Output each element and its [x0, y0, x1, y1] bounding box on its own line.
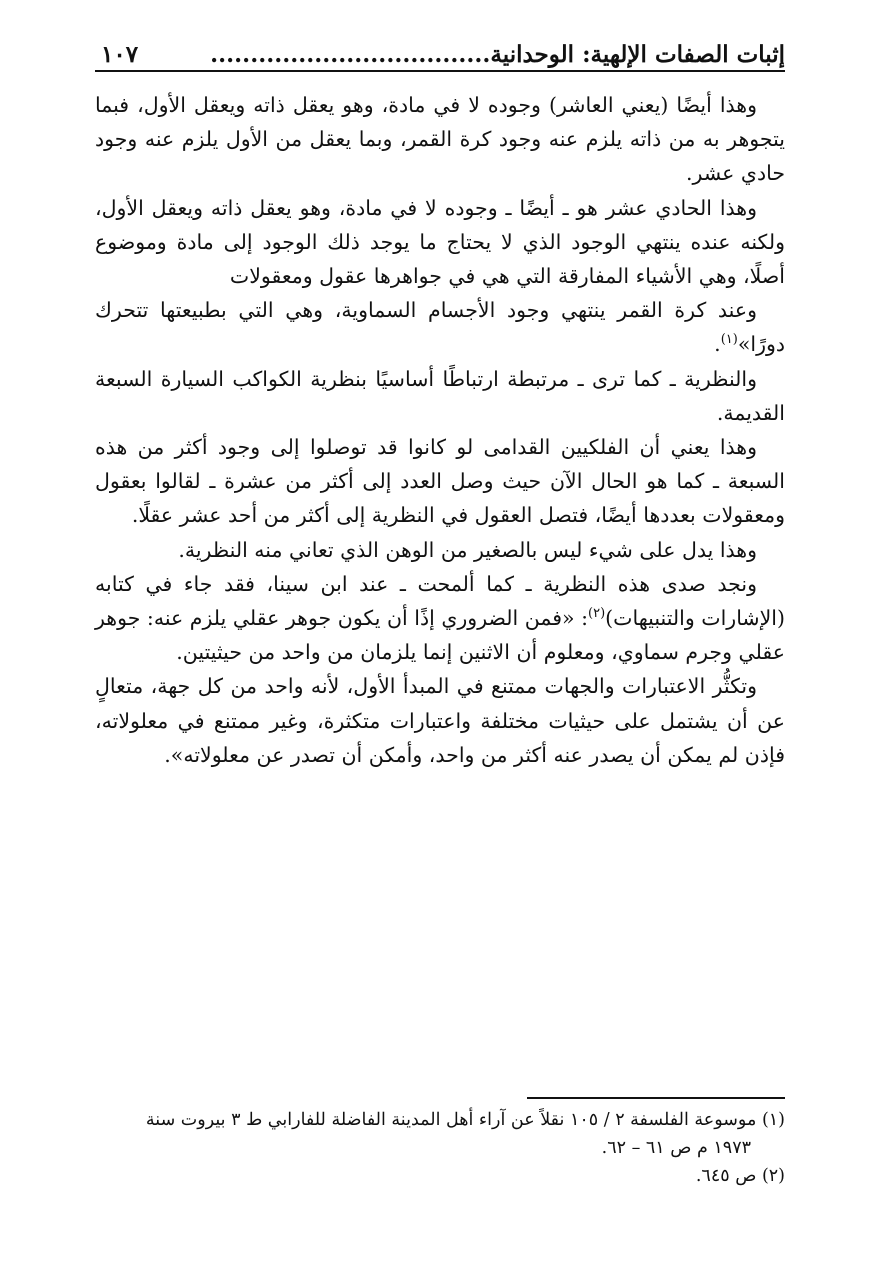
header-rule	[95, 70, 785, 72]
header-title	[138, 41, 785, 68]
footnote-2-text: ص ٦٤٥.	[695, 1166, 757, 1186]
footnote-ref-1[interactable]: (١)	[720, 332, 738, 348]
paragraph-7-text: ونجد صدى هذه النظرية ـ كما ألمحت ـ عند ابن سينا، فقد جاء في كتابه (الإشارات والتنبيهات)	[95, 571, 785, 631]
footnote-1-text: موسوعة الفلسفة ٢ / ١٠٥ نقلاً عن آراء أهل المدينة الفاضلة للفارابي ط ٣ بيروت سنة	[145, 1110, 757, 1130]
book-page	[95, 0, 785, 1261]
paragraph-8: وتكثُّر الاعتبارات والجهات ممتنع في المبدأ الأول، لأنه واحد من كل جهة، متعالٍ عن أن يشتمل على حيثيات مختلفة واعتبارات متكثرة، وغير ممتنع في معلولاته، فإذن لم يمكن أن يصدر عنه أكثر من واحد، وأمكن أن تصدر عن معلولاته».	[95, 674, 785, 767]
footnote-1-continuation: ١٩٧٣ م ص ٦١ – ٦٢.	[601, 1138, 751, 1158]
footnote-rule	[527, 1097, 785, 1099]
footnotes	[95, 1106, 785, 1190]
paragraph-7-quote: : «فمن الضروري إذًا أن يكون جوهر عقلي يلزم عنه: جوهر عقلي وجرم سماوي، ومعلوم أن الاثنين إنما يلزمان من واحد من حيثيتين.	[95, 606, 785, 665]
paragraph-3-text: وعند كرة القمر ينتهي وجود الأجسام السماوية، وهي التي بطبيعتها تتحرك دورًا»	[95, 298, 785, 357]
paragraph-6: وهذا يدل على شيء ليس بالصغير من الوهن الذي تعاني منه النظرية.	[178, 537, 757, 562]
footnote-ref-2[interactable]: (٢)	[588, 606, 606, 622]
footnote-1	[95, 1106, 785, 1134]
footnote-1-marker: (١)	[761, 1110, 785, 1130]
paragraph-5: وهذا يعني أن الفلكيين القدامى لو كانوا قد توصلوا إلى وجود أكثر من هذه السبعة ـ كما هو الحال الآن حيث وصل العدد إلى أكثر من عشرة ـ لقالوا بعقول ومعقولات بعددها أيضًا، فتصل العقول في النظرية إلى أكثر من أحد عشر عقلًا.	[95, 435, 785, 528]
paragraph-7	[95, 567, 785, 670]
paragraph-4: والنظرية ـ كما ترى ـ مرتبطة ارتباطًا أساسيًا بنظرية الكواكب السيارة السبعة القديمة.	[95, 366, 785, 425]
paragraph-1: وهذا أيضًا (يعني العاشر) وجوده لا في مادة، وهو يعقل ذاته ويعقل الأول، فبما يتجوهر به من ذاته يلزم عنه وجود كرة القمر، وبما يعقل من الأول يلزم عنه وجود حادي عشر.	[95, 93, 785, 186]
footnote-2	[95, 1162, 785, 1190]
paragraph-2: وهذا الحادي عشر هو ـ أيضًا ـ وجوده لا في مادة، وهو يعقل ذاته ويعقل الأول، ولكنه عنده ينتهي الوجود الذي لا يحتاج ما يوجد ذلك الوجود إلى مادة وموضوع أصلًا، وهي الأشياء المفارقة التي هي في جواهرها عقول ومعقولات	[95, 195, 785, 289]
paragraph-3-end: .	[714, 332, 721, 357]
header-title-text: إثبات الصفات الإلهية: الوحدانية	[490, 41, 785, 68]
footnote-2-marker: (٢)	[761, 1166, 785, 1186]
paragraph-3	[95, 293, 785, 361]
body-text	[95, 88, 785, 772]
running-header	[95, 26, 785, 68]
header-leader-dots: ...................................	[210, 41, 491, 68]
page-number: ١٠٧	[101, 41, 139, 68]
